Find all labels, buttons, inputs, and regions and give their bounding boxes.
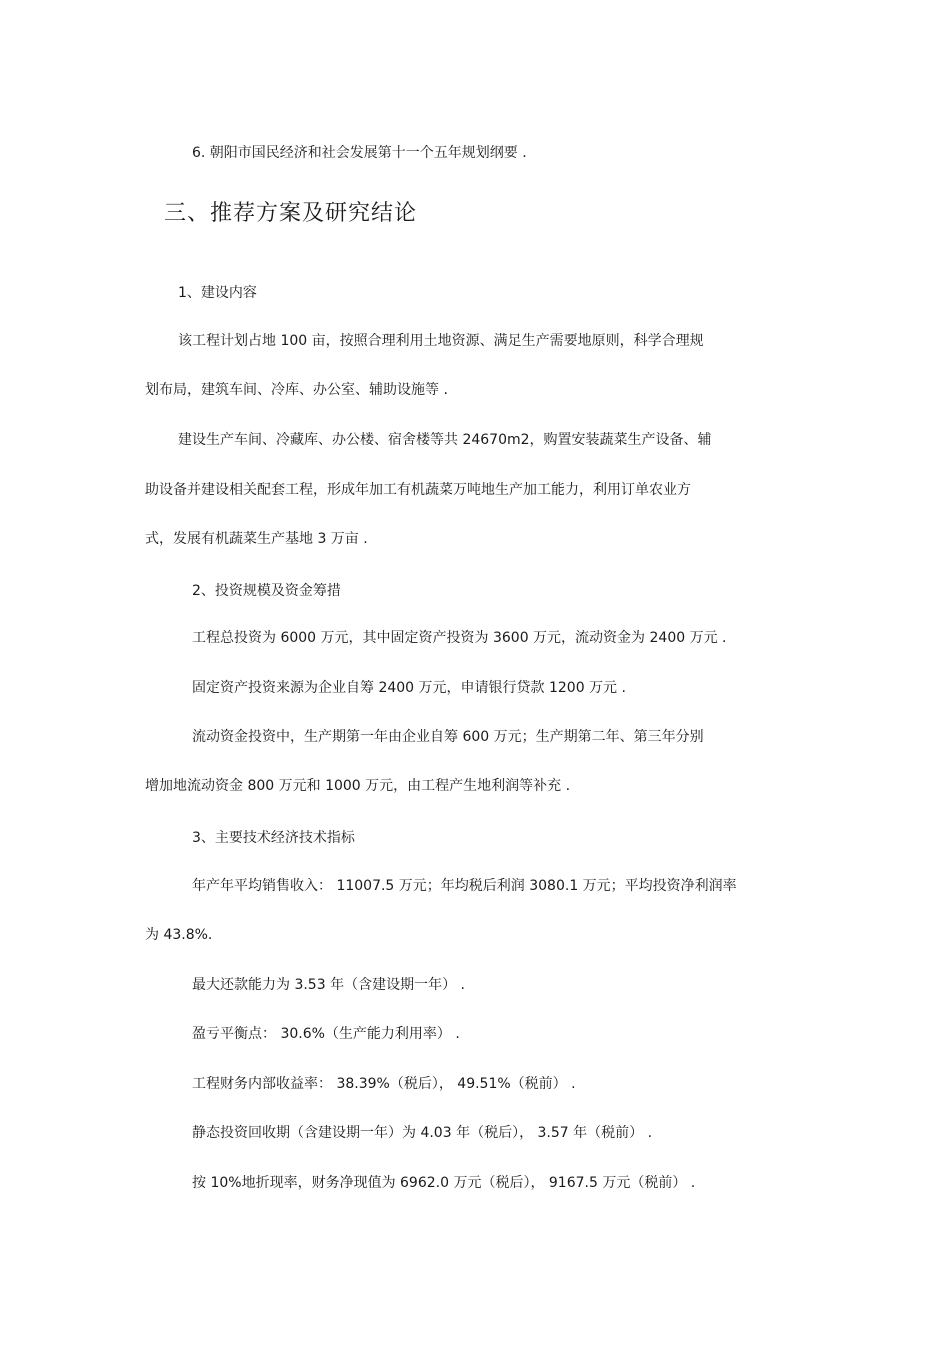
reference-item-6: 6. 朝阳市国民经济和社会发展第十一个五年规划纲要 .	[192, 145, 527, 161]
subsection-title-3: 3、主要技术经济技术指标	[192, 830, 355, 846]
subsection-title-1: 1、建设内容	[178, 285, 257, 301]
paragraph-line: 工程总投资为 6000 万元，其中固定资产投资为 3600 万元，流动资金为 2400 万元 .	[192, 630, 727, 646]
paragraph-line: 年产年平均销售收入： 11007.5 万元；年均税后利润 3080.1 万元；平均投资净利润率	[192, 878, 737, 894]
paragraph-line: 按 10%地折现率，财务净现值为 6962.0 万元（税后）， 9167.5 万元（税前） .	[192, 1175, 696, 1191]
paragraph-line: 流动资金投资中，生产期第一年由企业自筹 600 万元；生产期第二年、第三年分别	[192, 729, 704, 745]
paragraph-line: 建设生产车间、冷藏库、办公楼、宿舍楼等共 24670m2，购置安装蔬菜生产设备、辅	[178, 432, 712, 448]
paragraph-line: 增加地流动资金 800 万元和 1000 万元，由工程产生地利润等补充 .	[145, 778, 571, 794]
section-heading: 三、推荐方案及研究结论	[164, 201, 418, 226]
subsection-title-2: 2、投资规模及资金筹措	[192, 583, 341, 599]
paragraph-line: 工程财务内部收益率： 38.39%（税后）， 49.51%（税前） .	[192, 1076, 576, 1092]
paragraph-line: 最大还款能力为 3.53 年（含建设期一年） .	[192, 977, 465, 993]
paragraph-line: 该工程计划占地 100 亩，按照合理利用土地资源、满足生产需要地原则，科学合理规	[178, 333, 704, 349]
paragraph-line: 为 43.8%.	[145, 927, 213, 943]
paragraph-line: 助设备并建设相关配套工程，形成年加工有机蔬菜万吨地生产加工能力，利用订单农业方	[145, 482, 691, 498]
paragraph-line: 盈亏平衡点： 30.6%（生产能力利用率） .	[192, 1026, 460, 1042]
paragraph-line: 固定资产投资来源为企业自筹 2400 万元，申请银行贷款 1200 万元 .	[192, 680, 626, 696]
paragraph-line: 式，发展有机蔬菜生产基地 3 万亩 .	[145, 531, 368, 547]
paragraph-line: 划布局，建筑车间、冷库、办公室、辅助设施等 .	[145, 382, 448, 398]
paragraph-line: 静态投资回收期（含建设期一年）为 4.03 年（税后）， 3.57 年（税前） .	[192, 1125, 653, 1141]
